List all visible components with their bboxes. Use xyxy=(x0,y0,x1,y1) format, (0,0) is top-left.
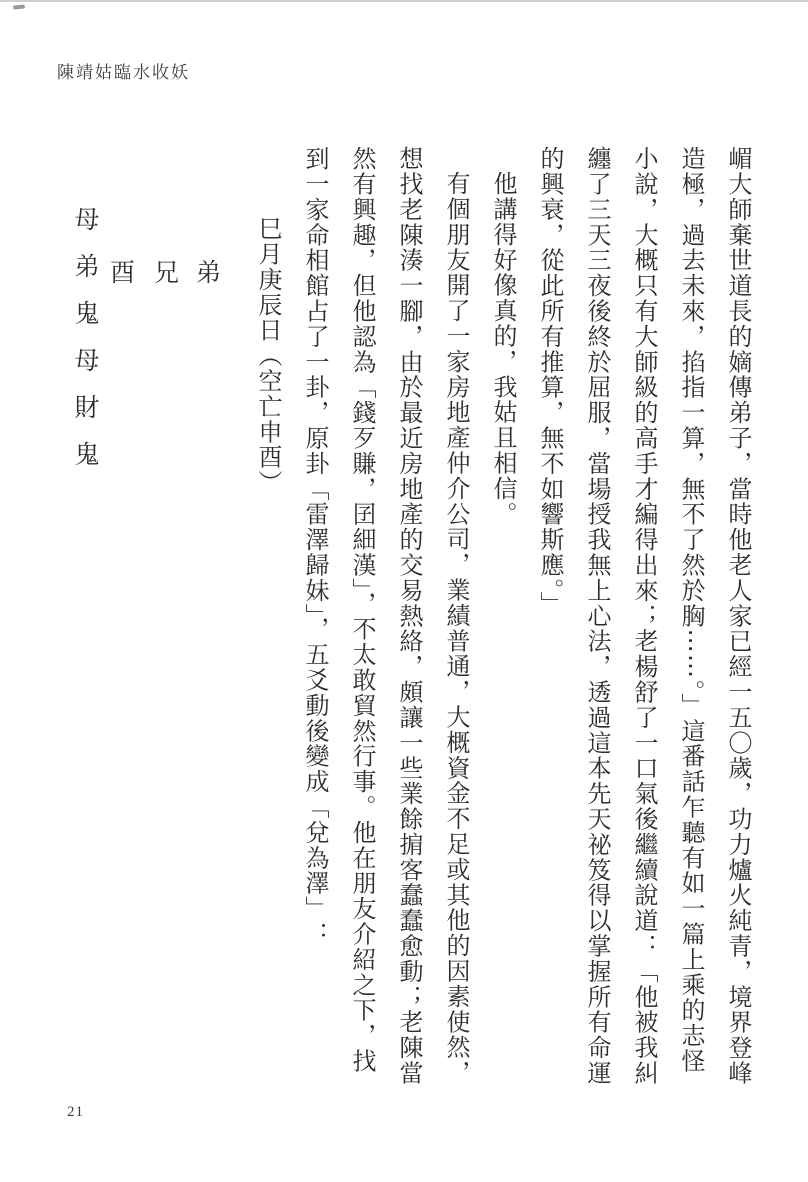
hexagram-annotation-char: 兄 xyxy=(154,260,180,287)
paragraph: 巳月庚辰日（空亡申酉） xyxy=(254,216,280,496)
paragraph: 嵋大師棄世道長的嫡傳弟子，當時他老人家已經一五〇歲，功力爐火純青，境界登峰造極，過去未來，掐指一算，無不了然於胸⋯⋯。」這番話乍聽有如一篇上乘的志怪小說，大概只有大師級的高手才編得出來；老楊舒了一口氣後繼續說道：「他被我糾纏了三天三夜後終於屈服，當場授我無上心法，透過這本先天祕笈得以掌握所有命運的興衰，從此所有推算，無不如響斯應。」 xyxy=(536,146,750,1086)
scan-corner-mark xyxy=(13,4,25,9)
hexagram-annotation-char: 酉 xyxy=(110,260,136,287)
paragraph: 有個朋友開了一家房地產仲介公司，業績普通，大概資金不足或其他的因素使然，想找老陳湊一腳，由於最近房地產的交易熱絡，頗讓一些業餘掮客蠢蠢愈動；老陳當然有興趣，但他認為「錢歹賺，囝細漢」，不太敢貿然行事。他在朋友介紹之下，找到一家命相館占了一卦，原卦「雷澤歸妹」，五爻動後變成「兌為澤」： xyxy=(301,146,468,1086)
hexagram-annotation-char: 弟 xyxy=(196,260,222,287)
paragraph: 他講得好像真的，我姑且相信。 xyxy=(489,171,515,527)
body-text xyxy=(240,146,760,1086)
running-header-title: 陳靖姑臨水收妖 xyxy=(57,63,190,82)
page-number: 21 xyxy=(67,1104,84,1120)
scan-edge-artifact xyxy=(0,0,808,2)
hexagram-six-relatives-column: 母弟鬼母財鬼 xyxy=(71,206,98,488)
